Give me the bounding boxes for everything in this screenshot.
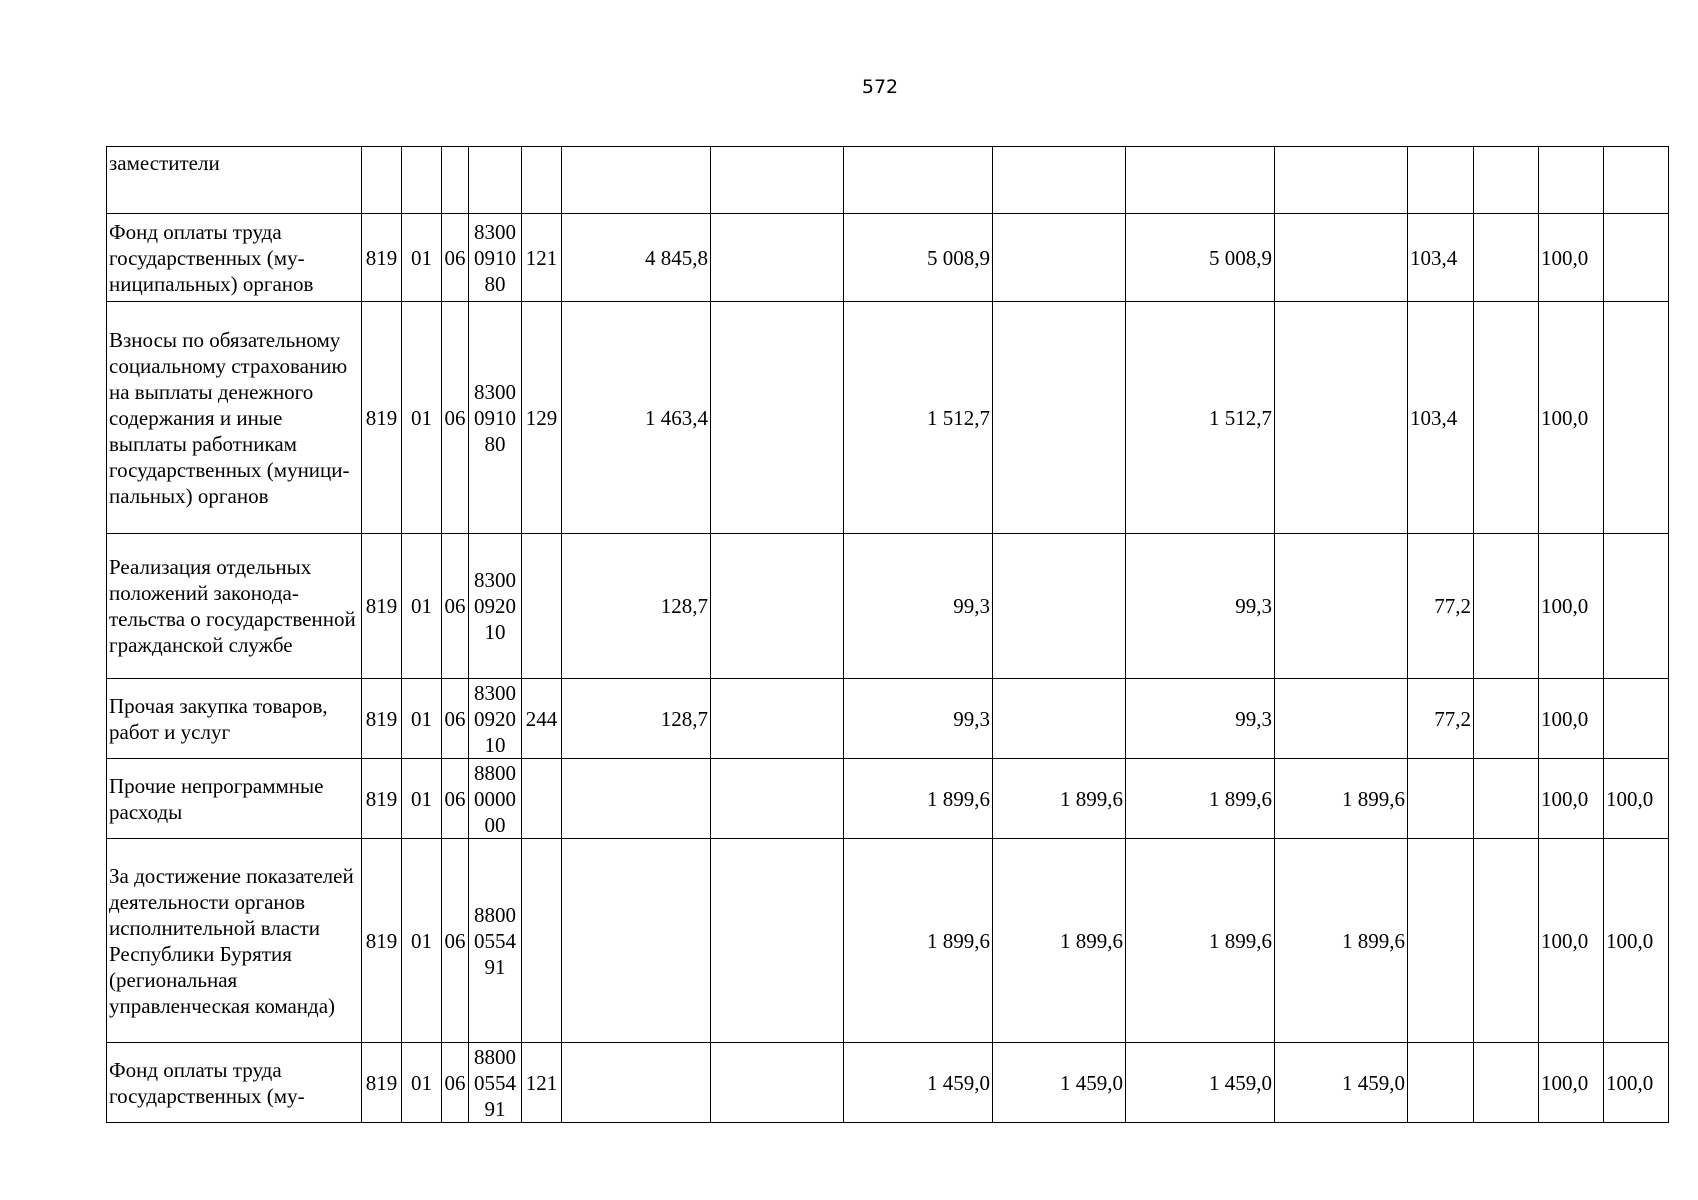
row-name-cell <box>107 147 362 214</box>
percent-cell: 100,0 <box>1539 302 1604 534</box>
percent-cell <box>1539 147 1604 214</box>
value-cell: 1 459,0 <box>1126 1043 1275 1123</box>
value-cell <box>711 534 844 679</box>
pr-cell: 06 <box>442 759 469 839</box>
percent-cell <box>1474 1043 1539 1123</box>
vr-cell: 129 <box>522 302 562 534</box>
vr-cell <box>522 147 562 214</box>
percent-cell: 100,0 <box>1604 839 1669 1043</box>
pr-cell: 06 <box>442 214 469 302</box>
value-cell: 1 512,7 <box>1126 302 1275 534</box>
value-cell: 1 899,6 <box>1126 839 1275 1043</box>
value-cell <box>993 302 1126 534</box>
row-name-cell <box>107 534 362 679</box>
value-cell <box>993 534 1126 679</box>
value-cell: 1 899,6 <box>1126 759 1275 839</box>
vr-cell <box>522 759 562 839</box>
value-cell <box>562 759 711 839</box>
value-cell: 1 899,6 <box>993 839 1126 1043</box>
value-cell <box>711 1043 844 1123</box>
row-name-cell <box>107 1043 362 1123</box>
rz-cell: 01 <box>402 839 442 1043</box>
row-name: Фонд оплаты труда государственных (муниципальных) органов <box>109 219 314 296</box>
percent-cell <box>1474 679 1539 759</box>
table-row <box>107 759 1669 839</box>
value-cell: 128,7 <box>562 679 711 759</box>
pr-cell: 06 <box>442 839 469 1043</box>
cs-cell: 8300 0910 80 <box>469 302 522 534</box>
row-name-cell <box>107 839 362 1043</box>
percent-cell: 100,0 <box>1539 759 1604 839</box>
row-name: Прочая закупка товаров, работ и услуг <box>109 693 328 744</box>
percent-cell <box>1474 759 1539 839</box>
rz-cell: 01 <box>402 759 442 839</box>
value-cell: 99,3 <box>844 679 993 759</box>
table-row <box>107 839 1669 1043</box>
percent-cell: 100,0 <box>1539 214 1604 302</box>
grbs-cell: 819 <box>362 302 402 534</box>
value-cell <box>711 759 844 839</box>
budget-table <box>106 146 1669 1123</box>
value-cell: 128,7 <box>562 534 711 679</box>
row-name: Прочие непрограммные расходы <box>109 773 324 824</box>
grbs-cell: 819 <box>362 679 402 759</box>
value-cell <box>1275 534 1408 679</box>
rz-cell: 01 <box>402 679 442 759</box>
percent-cell <box>1474 147 1539 214</box>
percent-cell: 100,0 <box>1604 759 1669 839</box>
value-cell: 99,3 <box>1126 679 1275 759</box>
value-cell: 5 008,9 <box>1126 214 1275 302</box>
value-cell: 1 459,0 <box>993 1043 1126 1123</box>
pr-cell <box>442 147 469 214</box>
rz-cell: 01 <box>402 1043 442 1123</box>
rz-cell: 01 <box>402 214 442 302</box>
grbs-cell: 819 <box>362 214 402 302</box>
vr-cell <box>522 534 562 679</box>
value-cell: 1 899,6 <box>844 759 993 839</box>
value-cell: 1 459,0 <box>844 1043 993 1123</box>
row-name: Фонд оплаты труда государственных (му- <box>109 1057 305 1108</box>
row-name: Реализация отдельных положений законодательства о государственной гражданской службе <box>109 555 356 657</box>
vr-cell: 121 <box>522 1043 562 1123</box>
vr-cell: 244 <box>522 679 562 759</box>
value-cell: 1 459,0 <box>1275 1043 1408 1123</box>
value-cell <box>711 214 844 302</box>
percent-cell: 103,4 <box>1408 302 1474 534</box>
grbs-cell: 819 <box>362 839 402 1043</box>
value-cell: 1 899,6 <box>1275 839 1408 1043</box>
grbs-cell: 819 <box>362 1043 402 1123</box>
row-name-cell <box>107 302 362 534</box>
value-cell <box>711 147 844 214</box>
percent-cell <box>1408 759 1474 839</box>
row-name-cell <box>107 679 362 759</box>
cs-cell: 8300 0920 10 <box>469 679 522 759</box>
value-cell <box>1275 302 1408 534</box>
cs-cell: 8800 0554 91 <box>469 1043 522 1123</box>
table-row <box>107 679 1669 759</box>
value-cell: 1 899,6 <box>1275 759 1408 839</box>
value-cell: 99,3 <box>1126 534 1275 679</box>
percent-cell <box>1474 302 1539 534</box>
cs-cell: 8800 0000 00 <box>469 759 522 839</box>
rz-cell <box>402 147 442 214</box>
percent-cell: 100,0 <box>1539 1043 1604 1123</box>
grbs-cell: 819 <box>362 534 402 679</box>
row-name: За достижение показателей деятельности органов исполнительной власти Республики Бурятия (региональная управленческая команда) <box>109 863 354 1018</box>
value-cell <box>1275 679 1408 759</box>
value-cell <box>562 1043 711 1123</box>
value-cell <box>1275 147 1408 214</box>
table-row <box>107 147 1669 214</box>
vr-cell <box>522 839 562 1043</box>
value-cell <box>1126 147 1275 214</box>
value-cell: 4 845,8 <box>562 214 711 302</box>
percent-cell: 77,2 <box>1408 534 1474 679</box>
percent-cell: 100,0 <box>1539 534 1604 679</box>
percent-cell <box>1474 839 1539 1043</box>
percent-cell <box>1408 1043 1474 1123</box>
percent-cell: 100,0 <box>1539 679 1604 759</box>
value-cell <box>1275 214 1408 302</box>
rz-cell: 01 <box>402 534 442 679</box>
percent-cell: 77,2 <box>1408 679 1474 759</box>
percent-cell <box>1604 214 1669 302</box>
pr-cell: 06 <box>442 1043 469 1123</box>
grbs-cell <box>362 147 402 214</box>
row-name: Взносы по обязательному социальному страхованию на выплаты денежного содержания и иные выплаты работникам государственных (муниципальных) органов <box>109 327 350 508</box>
grbs-cell: 819 <box>362 759 402 839</box>
value-cell <box>562 147 711 214</box>
value-cell <box>562 839 711 1043</box>
value-cell <box>711 302 844 534</box>
percent-cell <box>1604 534 1669 679</box>
cs-cell: 8300 0920 10 <box>469 534 522 679</box>
value-cell <box>711 839 844 1043</box>
percent-cell: 103,4 <box>1408 214 1474 302</box>
table-row <box>107 302 1669 534</box>
row-name-cell <box>107 759 362 839</box>
value-cell: 1 899,6 <box>844 839 993 1043</box>
pr-cell: 06 <box>442 534 469 679</box>
percent-cell: 100,0 <box>1604 1043 1669 1123</box>
value-cell: 1 463,4 <box>562 302 711 534</box>
percent-cell <box>1604 302 1669 534</box>
table-row <box>107 1043 1669 1123</box>
value-cell <box>844 147 993 214</box>
row-name-cell <box>107 214 362 302</box>
cs-cell <box>469 147 522 214</box>
value-cell <box>711 679 844 759</box>
vr-cell: 121 <box>522 214 562 302</box>
percent-cell <box>1604 679 1669 759</box>
pr-cell: 06 <box>442 302 469 534</box>
percent-cell <box>1408 147 1474 214</box>
table-row <box>107 534 1669 679</box>
value-cell: 99,3 <box>844 534 993 679</box>
percent-cell <box>1474 534 1539 679</box>
value-cell <box>993 147 1126 214</box>
value-cell <box>993 214 1126 302</box>
value-cell: 1 899,6 <box>993 759 1126 839</box>
rz-cell: 01 <box>402 302 442 534</box>
percent-cell <box>1474 214 1539 302</box>
percent-cell: 100,0 <box>1539 839 1604 1043</box>
cs-cell: 8800 0554 91 <box>469 839 522 1043</box>
percent-cell <box>1604 147 1669 214</box>
percent-cell <box>1408 839 1474 1043</box>
row-name: заместители <box>109 151 220 175</box>
value-cell <box>993 679 1126 759</box>
table-row <box>107 214 1669 302</box>
cs-cell: 8300 0910 80 <box>469 214 522 302</box>
value-cell: 1 512,7 <box>844 302 993 534</box>
value-cell: 5 008,9 <box>844 214 993 302</box>
page-number: 572 <box>861 76 899 98</box>
pr-cell: 06 <box>442 679 469 759</box>
